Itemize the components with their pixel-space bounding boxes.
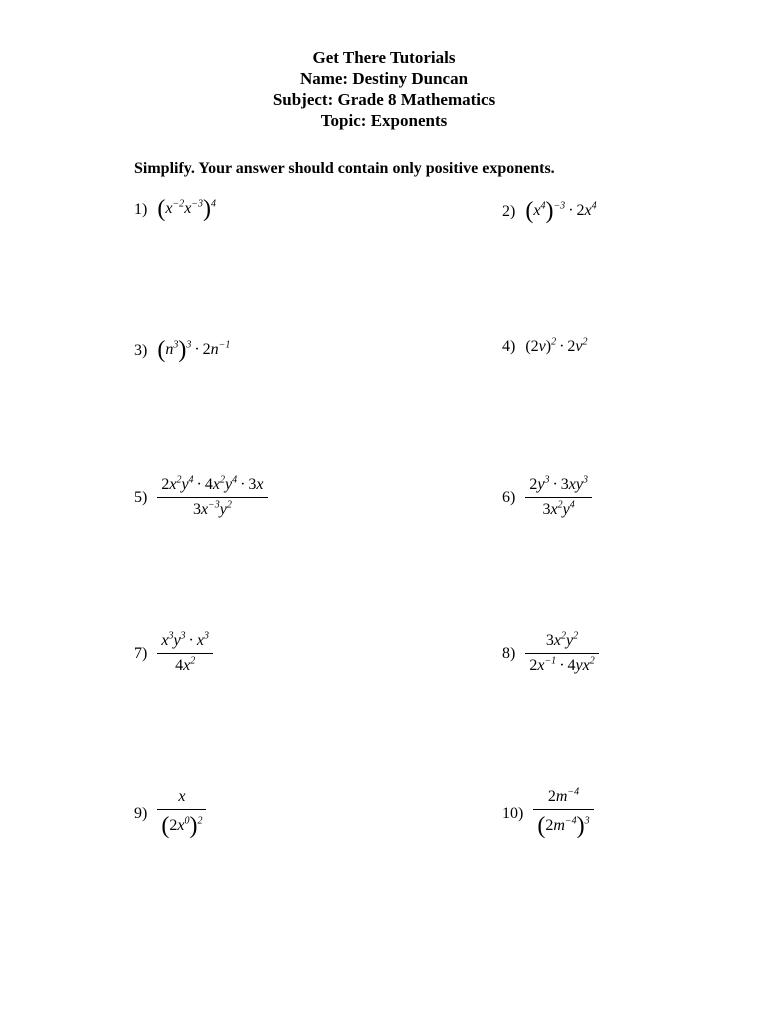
problem-number: 1) [134, 200, 148, 218]
problem-number: 2) [502, 202, 516, 220]
problem-2 [502, 198, 597, 225]
math-expression: $(x^{-2}x^{-3})^4$ [157, 196, 217, 222]
math-expression: $(n^3)^3 \cdot 2n^{-1}$ [157, 337, 231, 363]
problem-7 [134, 632, 213, 675]
problem-4 [502, 338, 588, 356]
problem-10 [502, 788, 594, 840]
problem-number: 10) [502, 805, 524, 822]
problem-5 [134, 476, 268, 519]
problem-1 [134, 196, 216, 223]
instructions: Simplify. Your answer should contain only positive exponents. [134, 160, 555, 177]
problem-3 [134, 337, 230, 364]
problem-8 [502, 632, 599, 675]
math-fraction: $\frac{2y^3 \cdot 3xy^3}{3x^2y^4}$ [525, 476, 592, 519]
problem-number: 7) [134, 644, 148, 662]
problem-number: 3) [134, 341, 148, 359]
problem-number: 4) [502, 338, 516, 356]
math-fraction: $\frac{2m^{-4}}{(2m^{-4})^3}$ [533, 788, 593, 840]
math-fraction: $\frac{x^3y^3 \cdot x^3}{4x^2}$ [157, 632, 213, 675]
header-topic: Topic: Exponents [320, 111, 448, 130]
problem-9 [134, 788, 206, 840]
problem-number: 8) [502, 644, 516, 662]
problem-number: 6) [502, 488, 516, 506]
math-fraction: $\frac{x}{(2x^0)^2}$ [157, 788, 206, 840]
problem-number: 5) [134, 488, 148, 506]
math-expression: $(2v)^2 \cdot 2v^2$ [525, 337, 588, 356]
problem-6 [502, 476, 592, 519]
problem-number: 9) [134, 805, 148, 822]
math-fraction: $\frac{2x^2y^4 \cdot 4x^2y^4 \cdot 3x}{3x^{-3}y^2}$ [157, 476, 267, 519]
math-expression: $(x^4)^{-3} \cdot 2x^4$ [525, 198, 597, 224]
header-subject: Subject: Grade 8 Mathematics [272, 90, 496, 109]
math-fraction: $\frac{3x^2y^2}{2x^{-1} \cdot 4yx^2}$ [525, 632, 598, 675]
worksheet-header [0, 47, 768, 131]
header-student-name: Name: Destiny Duncan [299, 69, 469, 88]
header-organization: Get There Tutorials [312, 48, 456, 67]
